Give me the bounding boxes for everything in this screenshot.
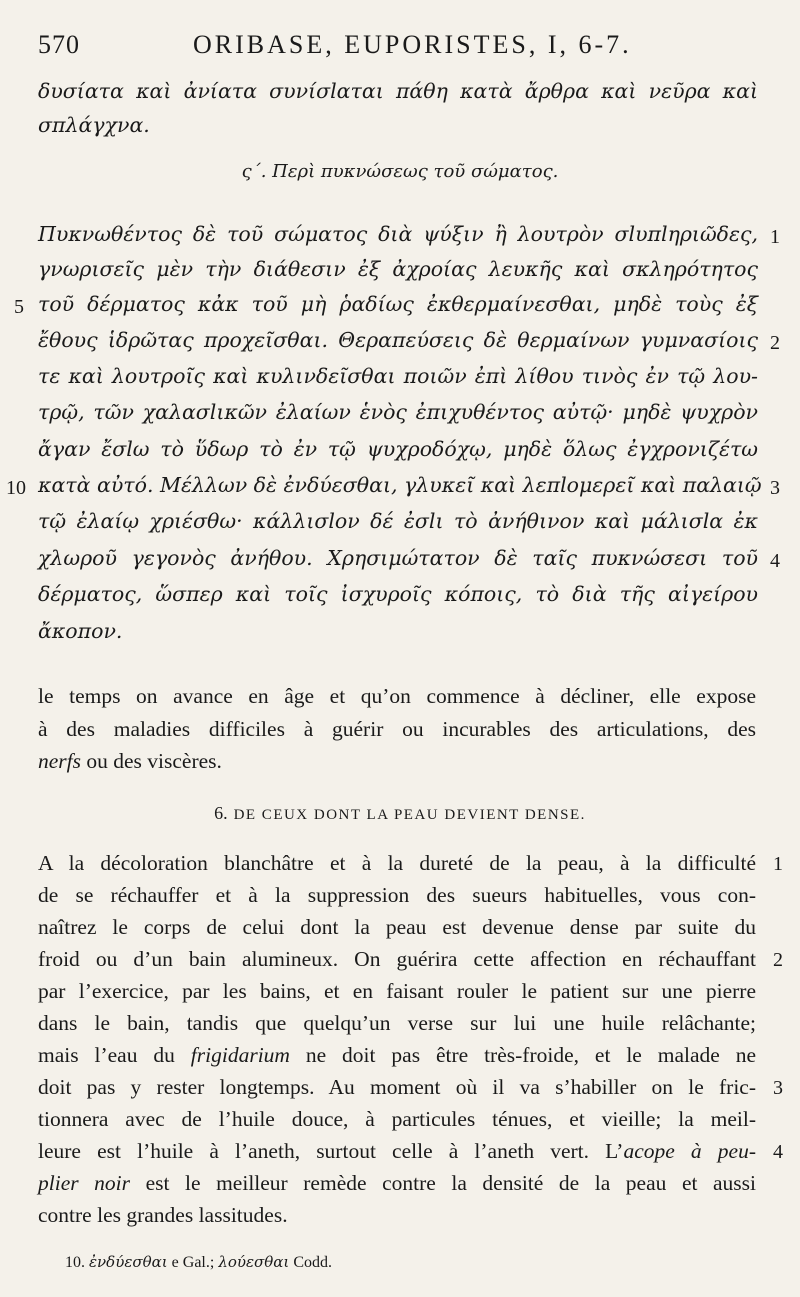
greek-margin-number: 4 [770,550,780,572]
footnote: 10. ἐνδύεσθαι e Gal.; λούεσθαι Codd. [65,1253,332,1271]
french-body-line: plier noir est le meilleur remède contre la densité de la peau et aussi [38,1171,757,1195]
french-body-line: de se réchauffer et à la suppression des sueurs habituelles, vous con- [38,883,756,907]
italic-term: nerfs [38,749,81,773]
greek-margin-number: 3 [770,477,780,499]
greek-body-line: χλωροῦ γεγονὸς ἀνήθου. Χρησιμώτατον δὲ ταῖς πυκνώσεσι τοῦ [38,546,758,570]
greek-line-number: 5 [14,296,24,318]
greek-body-line: ἔθους ἱδρῶτας προχεῖσθαι. Θεραπεύσεις δὲ θερμαίνων γυμνασίοις [38,328,758,352]
greek-body-line: τε καὶ λουτροῖς καὶ κυλινδεῖσθαι ποιῶν ἐπὶ λίθου τινὸς ἐν τῷ λου- [38,364,758,388]
french-margin-number: 3 [773,1077,783,1099]
greek-body-line: γνωρισεῖς μὲν τὴν διάθεσιν ἐξ ἀχροίας λευκῆς καὶ σκληρότητος [38,257,758,281]
greek-body-line: ἄκοπον. [38,619,123,643]
french-body-line: leure est l’huile à l’aneth, surtout celle à l’aneth vert. L’acope à peu- [38,1139,756,1163]
french-section-title [0,803,800,824]
french-margin-number: 4 [773,1141,783,1163]
french-body-line: contre les grandes lassitudes. [38,1203,288,1227]
italic-term: acope à peu- [623,1139,756,1163]
french-margin-number: 1 [773,853,783,875]
french-body-line: tionnera avec de l’huile douce, à particules ténues, et vieille; la meil- [38,1107,756,1131]
page-number: 570 [38,30,80,59]
french-top-line: à des maladies difficiles à guérir ou incurables des articulations, des [38,717,756,741]
running-title: ORIBASE, EUPORISTES, I, 6-7. [193,30,632,59]
greek-body-line: δέρματος, ὥσπερ καὶ τοῖς ἰσχυροῖς κόποις, τὸ διὰ τῆς αἰγείρου [38,582,758,606]
greek-top-line: σπλάγχνα. [38,113,150,137]
greek-section-title: ς΄. Περὶ πυκνώσεως τοῦ σώματος. [241,161,559,182]
section-number: 6. [214,803,228,823]
italic-term: plier noir [38,1171,131,1195]
french-top-line: nerfs ou des viscères. [38,749,222,773]
french-body-line: doit pas y rester longtemps. Au moment où il va s’habiller on le fric- [38,1075,756,1099]
greek-body-line: τοῦ δέρματος κἀκ τοῦ μὴ ῥαδίως ἐκθερμαίνεσθαι, μηδὲ τοὺς ἐξ [38,292,758,316]
french-body-line: par l’exercice, par les bains, et en faisant rouler le patient sur une pierre [38,979,756,1003]
greek-body-line: τρῷ, τῶν χαλασlικῶν ἐλαίων ἑνὸς ἐπιχυθέντος αὐτῷ· μηδὲ ψυχρὸν [38,400,758,424]
french-body-line: dans le bain, tandis que quelqu’un verse sur lui une huile relâchante; [38,1011,756,1035]
french-body-line: mais l’eau du frigidarium ne doit pas être très-froide, et le malade ne [38,1043,757,1067]
french-body-line: A la décoloration blanchâtre et à la dureté de la peau, à la difficulté [38,851,756,875]
french-margin-number: 2 [773,949,783,971]
italic-term: frigidarium [190,1043,290,1067]
greek-body-line: κατὰ αὐτό. Μέλλων δὲ ἐνδύεσθαι, γλυκεῖ καὶ λεπlομερεῖ καὶ παλαιῷ [38,473,762,497]
greek-margin-number: 1 [770,226,780,248]
greek-body-line: ἄγαν ἔσlω τὸ ὕδωρ τὸ ἐν τῷ ψυχροδόχῳ, μηδὲ ὅλως ἐγχρονιζέτω [38,437,758,461]
greek-margin-number: 2 [770,332,780,354]
greek-line-number: 10 [6,477,26,499]
section-title-text: DE CEUX DONT LA PEAU DEVIENT DENSE. [233,807,586,823]
greek-body-line: Πυκνωθέντος δὲ τοῦ σώματος διὰ ψύξιν ἢ λουτρὸν σlυπlηριῶδες, [38,222,758,246]
page-header [38,30,738,70]
french-body-line: froid ou d’un bain alumineux. On guérira cette affection en réchauffant [38,947,756,971]
greek-body-line: τῷ ἐλαίῳ χριέσθω· κάλλισlον δέ ἐσlι τὸ ἀνήθινον καὶ μάλισlα ἐκ [38,509,758,533]
french-body-line: naîtrez le corps de celui dont la peau est devenue dense par suite du [38,915,756,939]
greek-top-line: δυσίατα καὶ ἀνίατα συνίσlαται πάθη κατὰ ἄρθρα καὶ νεῦρα καὶ [38,79,758,103]
french-top-line: le temps on avance en âge et qu’on commence à décliner, elle expose [38,684,756,708]
